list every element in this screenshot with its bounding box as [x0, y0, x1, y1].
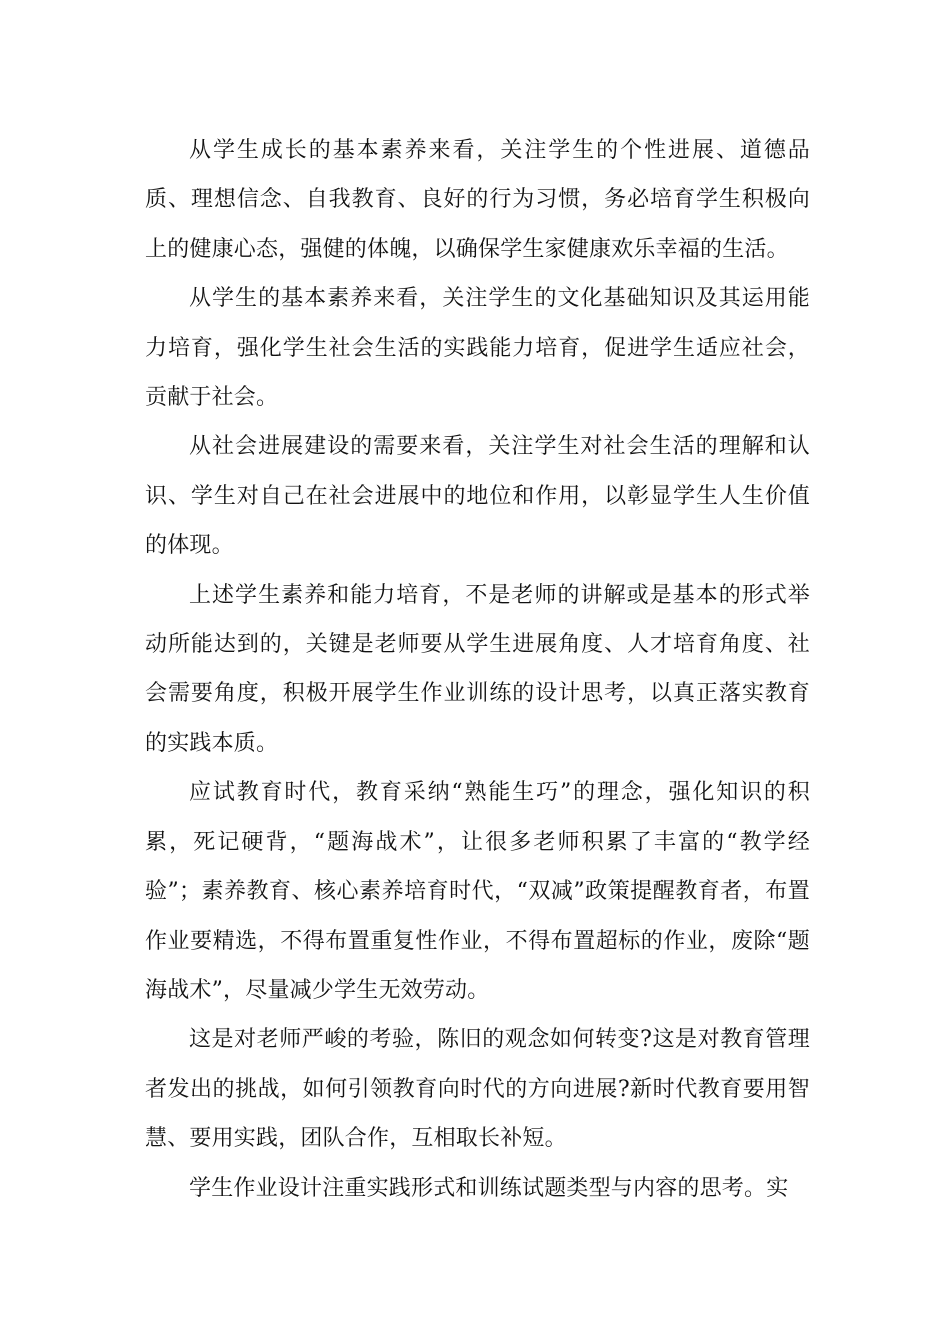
paragraph-2: 从学生的基本素养来看，关注学生的文化基础知识及其运用能力培育，强化学生社会生活的实践能力培育，促进学生适应社会，贡献于社会。: [145, 286, 810, 411]
paragraph-5: 应试教育时代，教育采纳“熟能生巧”的理念，强化知识的积累，死记硬背，“题海战术”，让很多老师积累了丰富的“教学经验”；素养教育、核心素养培育时代，“双减”政策提醒教育者，布置作业要精选，不得布置重复性作业，不得布置超标的作业，废除“题海战术”，尽量减少学生无效劳动。: [145, 780, 810, 1003]
document-body: [145, 126, 810, 1213]
paragraph-7: 学生作业设计注重实践形式和训练试题类型与内容的思考。实: [189, 1175, 789, 1201]
paragraph-4: 上述学生素养和能力培育，不是老师的讲解或是基本的形式举动所能达到的，关键是老师要从学生进展角度、人才培育角度、社会需要角度，积极开展学生作业训练的设计思考，以真正落实教育的实践本质。: [145, 582, 810, 756]
paragraph-3: 从社会进展建设的需要来看，关注学生对社会生活的理解和认识、学生对自己在社会进展中的地位和作用，以彰显学生人生价值的体现。: [145, 434, 810, 559]
paragraph-1: 从学生成长的基本素养来看，关注学生的个性进展、道德品质、理想信念、自我教育、良好的行为习惯，务必培育学生积极向上的健康心态，强健的体魄，以确保学生家健康欢乐幸福的生活。: [145, 138, 810, 262]
paragraph-6: 这是对老师严峻的考验，陈旧的观念如何转变?这是对教育管理者发出的挑战，如何引领教育向时代的方向进展?新时代教育要用智慧、要用实践，团队合作，互相取长补短。: [145, 1027, 810, 1152]
